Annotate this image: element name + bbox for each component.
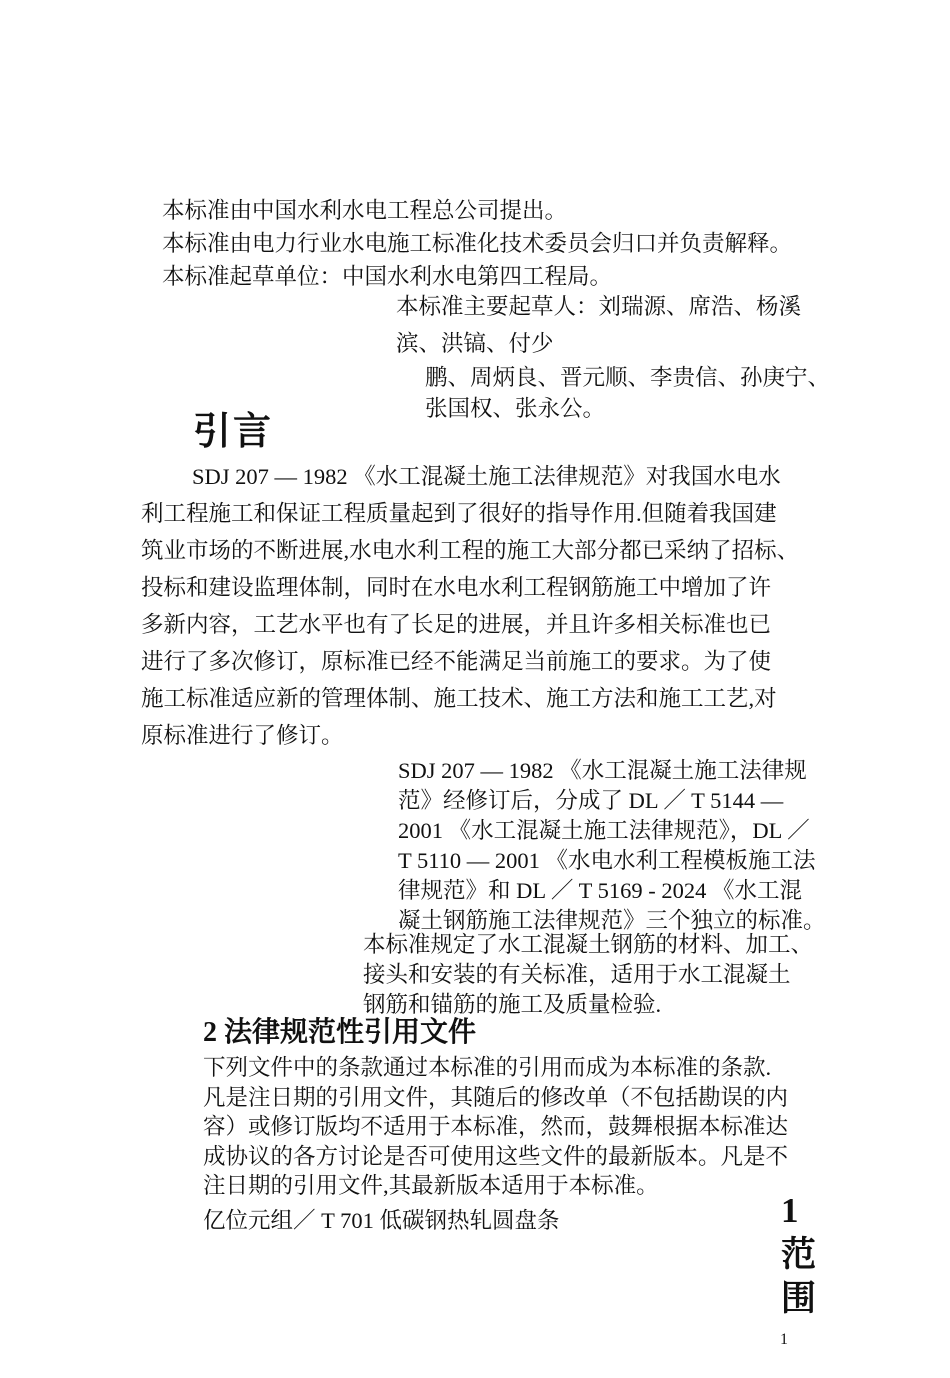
section-1-char-1: 范 bbox=[781, 1235, 817, 1274]
intro-line: 筑业市场的不断进展,水电水利工程的施工大部分都已采纳了招标、 bbox=[141, 538, 800, 563]
drafters-line-3: 鹏、周炳良、晋元顺、李贵信、孙庚宁、 bbox=[425, 365, 831, 390]
page-number: 1 bbox=[780, 1331, 788, 1348]
scope-line: 本标准规定了水工混凝土钢筋的材料、加工、 bbox=[363, 932, 814, 957]
administrator-line: 本标准由电力行业水电施工标准化技术委员会归口并负责解释。 bbox=[162, 231, 793, 256]
section-1-number: 1 bbox=[781, 1191, 799, 1230]
drafting-unit-line: 本标准起草单位：中国水利水电第四工程局。 bbox=[162, 264, 613, 289]
intro-line: 施工标准适应新的管理体制、施工技术、施工方法和施工工艺,对 bbox=[141, 686, 777, 711]
intro-line: 投标和建设监理体制，同时在水电水利工程钢筋施工中增加了许 bbox=[141, 575, 772, 600]
intro-line: 多新内容，工艺水平也有了长足的进展，并且许多相关标准也已 bbox=[141, 612, 772, 637]
drafters-line-2: 滨、洪镐、付少 bbox=[396, 331, 554, 356]
split-line: 2001 《水工混凝土施工法律规范》，DL ／ bbox=[398, 818, 810, 843]
proposer-line: 本标准由中国水利水电工程总公司提出。 bbox=[162, 198, 568, 223]
drafters-block-a bbox=[396, 288, 801, 362]
scope-paragraph bbox=[363, 930, 863, 1020]
section-2-line: 凡是注日期的引用文件，其随后的修改单（不包括勘误的内 bbox=[203, 1084, 789, 1110]
split-line: 凝土钢筋施工法律规范》三个独立的标准。 bbox=[398, 908, 826, 933]
split-line: 范》经修订后，分成了 DL ／ T 5144 — bbox=[398, 788, 784, 813]
split-line: 律规范》和 DL ／ T 5169 - 2024 《水工混 bbox=[398, 878, 802, 903]
split-line: T 5110 — 2001 《水电水利工程模板施工法 bbox=[398, 848, 816, 873]
section-2-line: 容）或修订版均不适用于本标准，然而，鼓舞根据本标准达 bbox=[203, 1114, 789, 1139]
referenced-document: 亿位元组／ T 701 低碳钢热轧圆盘条 bbox=[203, 1208, 560, 1233]
drafters-line-1: 本标准主要起草人：刘瑞源、席浩、杨溪 bbox=[396, 294, 802, 319]
front-matter bbox=[162, 194, 792, 293]
intro-line: 进行了多次修订，原标准已经不能满足当前施工的要求。为了使 bbox=[141, 649, 772, 674]
section-1-char-2: 围 bbox=[781, 1279, 817, 1318]
scope-line: 接头和安装的有关标准，适用于水工混凝土 bbox=[363, 962, 791, 987]
section-2-line: 成协议的各方讨论是否可使用这些文件的最新版本。凡是不 bbox=[203, 1143, 789, 1169]
intro-line: SDJ 207 — 1982 《水工混凝土施工法律规范》对我国水电水 bbox=[192, 464, 781, 489]
intro-heading: 引言 bbox=[193, 411, 274, 453]
intro-paragraph bbox=[141, 458, 861, 754]
drafters-block-b bbox=[425, 362, 830, 424]
drafters-line-4: 张国权、张永公。 bbox=[425, 396, 606, 421]
split-line: SDJ 207 — 1982 《水工混凝土施工法律规 bbox=[398, 758, 807, 783]
section-2-heading: 2 法律规范性引用文件 bbox=[203, 1017, 477, 1048]
section-2-line: 注日期的引用文件,其最新版本适用于本标准。 bbox=[203, 1173, 659, 1198]
section-2-line: 下列文件中的条款通过本标准的引用而成为本标准的条款. bbox=[203, 1055, 772, 1080]
intro-line: 利工程施工和保证工程质量起到了很好的指导作用.但随着我国建 bbox=[141, 501, 777, 526]
intro-line: 原标准进行了修订。 bbox=[141, 723, 344, 748]
section-1-heading-vertical bbox=[781, 1189, 816, 1321]
split-standards-paragraph bbox=[398, 756, 858, 936]
section-2-paragraph bbox=[203, 1053, 863, 1201]
scope-line: 钢筋和锚筋的施工及质量检验. bbox=[363, 992, 662, 1017]
